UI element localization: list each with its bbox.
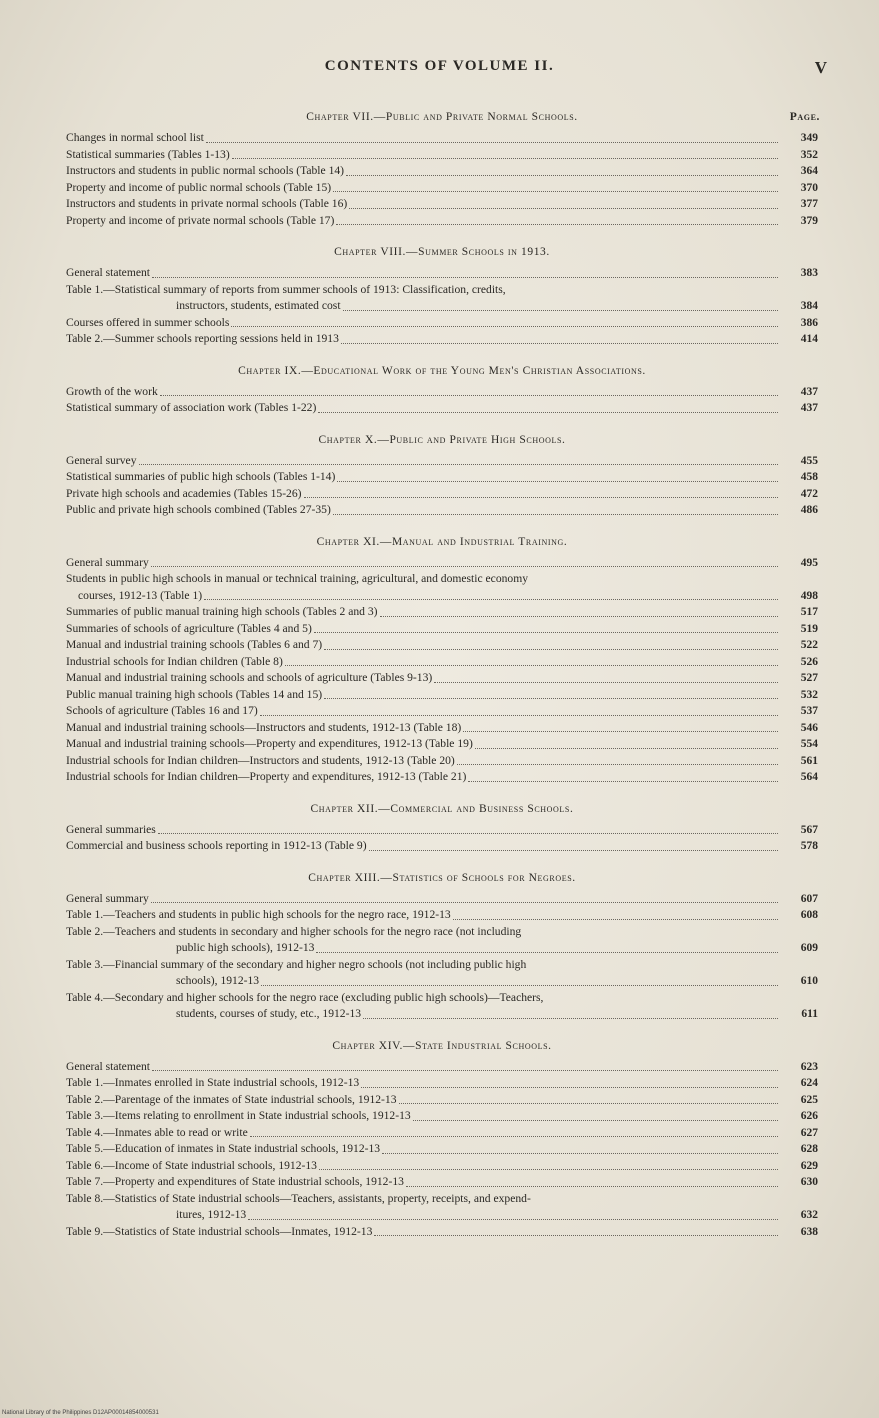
- toc-page-number: 609: [800, 942, 818, 954]
- toc-page-number: 561: [800, 754, 818, 767]
- toc-entry-title: Property and income of private normal schools (Table 17): [66, 213, 335, 227]
- toc-page-number: 626: [800, 1110, 818, 1122]
- chapter-section: [66, 362, 818, 417]
- toc-entry: [66, 469, 818, 486]
- chapter-section: [66, 800, 818, 855]
- toc-entry-title: Table 8.—Statistics of State industrial schools—Teachers, assistants, property, receipts, and expend-: [66, 1191, 531, 1205]
- dot-leader: [369, 850, 778, 851]
- toc-entry: [66, 1059, 818, 1076]
- dot-leader: [261, 985, 778, 986]
- toc-entry: [66, 486, 818, 503]
- toc-page-number: 519: [800, 622, 818, 635]
- chapter-heading-text: Chapter IX.—Educational Work of the Young Men's Christian Associations.: [238, 364, 646, 377]
- toc-entry-title: Table 1.—Teachers and students in public high schools for the negro race, 1912-13: [66, 908, 451, 921]
- dot-leader: [285, 665, 778, 666]
- toc-entry-title: Table 4.—Secondary and higher schools for the negro race (excluding public high schools)—Teachers,: [66, 990, 544, 1004]
- toc-page-number: 546: [800, 721, 818, 734]
- toc-entry-continuation: itures, 1912-13: [176, 1208, 247, 1221]
- toc-entry-title: Courses offered in summer schools: [66, 315, 230, 329]
- toc-page-number: 624: [800, 1077, 818, 1089]
- dot-leader: [463, 731, 778, 732]
- toc-page-number: 352: [800, 148, 818, 161]
- toc-entry-title: Changes in normal school list: [66, 131, 204, 144]
- toc-entry: [66, 1191, 818, 1224]
- toc-page-number: 498: [800, 589, 818, 602]
- toc-entry: [66, 687, 818, 704]
- toc-page-number: 437: [800, 402, 818, 414]
- toc-page-number: 567: [800, 823, 818, 836]
- toc-entry: [66, 147, 818, 164]
- toc-entry-title: General statement: [66, 1059, 151, 1073]
- dot-leader: [475, 748, 778, 749]
- toc-page-number: 386: [800, 316, 818, 329]
- dot-leader: [316, 952, 778, 953]
- dot-leader: [382, 1153, 778, 1154]
- toc-page-number: 627: [800, 1126, 818, 1139]
- page-title: CONTENTS OF VOLUME II.: [324, 58, 555, 74]
- toc-entry: [66, 163, 818, 180]
- toc-entry-title: General summaries: [66, 822, 156, 836]
- toc-entry-title: Table 1.—Inmates enrolled in State industrial schools, 1912-13: [66, 1076, 360, 1089]
- toc-page-number: 384: [800, 300, 818, 312]
- dot-leader: [333, 191, 778, 192]
- toc-entry-title: Table 4.—Inmates able to read or write: [66, 1125, 248, 1139]
- toc-entry-title: General summary: [66, 891, 149, 905]
- toc-entry-title: Statistical summary of association work (Tables 1-22): [66, 401, 317, 414]
- toc-entry-title: General survey: [66, 453, 137, 467]
- toc-entry: [66, 621, 818, 638]
- dot-leader: [151, 566, 778, 567]
- toc-entry: [66, 1108, 818, 1125]
- dot-leader: [152, 1070, 778, 1071]
- toc-entry: [66, 990, 818, 1023]
- toc-entry: [66, 555, 818, 572]
- toc-entry-title: Property and income of public normal schools (Table 15): [66, 180, 332, 194]
- toc-entry-title: Table 3.—Financial summary of the secondary and higher negro schools (not including public high: [66, 957, 527, 971]
- toc-entry: [66, 453, 818, 470]
- dot-leader: [324, 649, 778, 650]
- chapter-heading: [66, 243, 818, 261]
- chapter-heading-text: Chapter VII.—Public and Private Normal Schools.: [306, 111, 578, 123]
- toc-page-number: 607: [800, 892, 818, 905]
- toc-entry: [66, 571, 818, 604]
- toc-entry-title: Industrial schools for Indian children (Table 8): [66, 654, 283, 668]
- toc-entry-continuation: schools), 1912-13: [176, 974, 260, 987]
- toc-entry: [66, 282, 818, 315]
- toc-entry: [66, 654, 818, 671]
- toc-entry-continuation: courses, 1912-13 (Table 1): [78, 588, 203, 602]
- toc-page-number: 564: [800, 771, 818, 783]
- dot-leader: [343, 310, 778, 311]
- chapter-heading-text: Chapter X.—Public and Private High Schools.: [318, 433, 566, 446]
- toc-page-number: 623: [800, 1060, 818, 1073]
- toc-entry-continuation: students, courses of study, etc., 1912-13: [176, 1007, 362, 1020]
- dot-leader: [363, 1018, 778, 1019]
- toc-page-number: 629: [800, 1159, 818, 1172]
- toc-entry: [66, 265, 818, 282]
- toc-entry: [66, 822, 818, 839]
- toc-entry-title: Instructors and students in public normal schools (Table 14): [66, 164, 345, 177]
- toc-entry-title: Manual and industrial training schools (Tables 6 and 7): [66, 638, 323, 651]
- dot-leader: [413, 1120, 778, 1121]
- toc-entry-title: Table 2.—Summer schools reporting sessions held in 1913: [66, 332, 339, 345]
- chapter-heading: [66, 800, 818, 818]
- toc-entry: [66, 769, 818, 786]
- toc-page-number: 377: [800, 198, 818, 210]
- dot-leader: [319, 1169, 778, 1170]
- toc-entry-title: Manual and industrial training schools—Property and expenditures, 1912-13 (Table 19): [66, 737, 473, 750]
- toc-page-number: 630: [800, 1176, 818, 1188]
- chapter-heading-text: Chapter VIII.—Summer Schools in 1913.: [334, 246, 550, 258]
- dot-leader: [248, 1219, 778, 1220]
- toc-page-number: 638: [800, 1225, 818, 1238]
- chapter-section: [66, 431, 818, 519]
- toc-entry: [66, 720, 818, 737]
- dot-leader: [314, 632, 778, 633]
- dot-leader: [333, 514, 778, 515]
- toc-page-number: 517: [800, 606, 818, 618]
- dot-leader: [380, 616, 778, 617]
- toc-page-number: 437: [800, 385, 818, 398]
- toc-entry: [66, 1141, 818, 1158]
- chapter-section: [66, 108, 818, 229]
- dot-leader: [160, 395, 778, 396]
- chapter-section: [66, 869, 818, 1023]
- dot-leader: [139, 464, 779, 465]
- toc-entry-title: Table 2.—Teachers and students in secondary and higher schools for the negro race (not including: [66, 924, 522, 938]
- chapter-heading: [66, 869, 818, 887]
- dot-leader: [250, 1136, 778, 1137]
- dot-leader: [206, 142, 778, 143]
- toc-entry: [66, 838, 818, 855]
- toc-page-number: 414: [800, 333, 818, 345]
- toc-entry: [66, 604, 818, 621]
- toc-entry-title: Industrial schools for Indian children—Instructors and students, 1912-13 (Table 20): [66, 753, 455, 767]
- toc-entry-title: General statement: [66, 266, 151, 279]
- toc-page-number: 578: [800, 840, 818, 852]
- toc-entry-continuation: public high schools), 1912-13: [176, 941, 315, 954]
- toc-entry: [66, 670, 818, 687]
- toc-page-number: 455: [800, 454, 818, 467]
- toc-entry-title: Public and private high schools combined (Tables 27-35): [66, 503, 331, 516]
- chapter-heading: [66, 1037, 818, 1055]
- toc-entry-title: Statistical summaries of public high schools (Tables 1-14): [66, 470, 336, 483]
- toc-entry-title: Table 5.—Education of inmates in State industrial schools, 1912-13: [66, 1142, 381, 1155]
- toc-entry-title: Public manual training high schools (Tables 14 and 15): [66, 687, 323, 701]
- toc-entry: [66, 130, 818, 147]
- toc-page-number: 495: [800, 556, 818, 569]
- toc-entry: [66, 1075, 818, 1092]
- toc-page-number: 486: [800, 504, 818, 516]
- toc-page-number: 522: [800, 639, 818, 651]
- chapter-heading: [66, 533, 818, 551]
- toc-entry-title: Industrial schools for Indian children—Property and expenditures, 1912-13 (Table 21): [66, 770, 467, 783]
- chapter-section: [66, 1037, 818, 1241]
- toc-entry: [66, 753, 818, 770]
- toc-entry: [66, 1125, 818, 1142]
- toc-page-number: 625: [800, 1093, 818, 1106]
- dot-leader: [349, 208, 778, 209]
- toc-entry: [66, 637, 818, 654]
- toc-entry-title: Table 2.—Parentage of the inmates of State industrial schools, 1912-13: [66, 1092, 397, 1106]
- chapter-heading: [66, 431, 818, 449]
- toc-entry: [66, 703, 818, 720]
- toc-entry: [66, 957, 818, 990]
- toc-entry-title: Table 3.—Items relating to enrollment in State industrial schools, 1912-13: [66, 1109, 411, 1122]
- chapter-heading: [66, 108, 818, 126]
- toc-page-number: 608: [800, 909, 818, 921]
- toc-entry-title: General summary: [66, 555, 149, 569]
- dot-leader: [468, 781, 778, 782]
- dot-leader: [151, 902, 778, 903]
- toc-entry-title: Table 9.—Statistics of State industrial schools—Inmates, 1912-13: [66, 1224, 373, 1238]
- page-column-label: Page.: [789, 111, 820, 123]
- toc-page-number: 349: [800, 132, 818, 144]
- toc-page-number: 379: [800, 214, 818, 227]
- toc-page-number: 610: [800, 975, 818, 987]
- dot-leader: [337, 481, 778, 482]
- toc-entry: [66, 1174, 818, 1191]
- toc-entry: [66, 1224, 818, 1241]
- dot-leader: [204, 599, 778, 600]
- toc-entry: [66, 315, 818, 332]
- page-folio: V: [814, 58, 827, 77]
- toc-page-number: 554: [800, 738, 818, 750]
- toc-entry-title: Instructors and students in private normal schools (Table 16): [66, 197, 348, 210]
- dot-leader: [434, 682, 778, 683]
- dot-leader: [406, 1186, 778, 1187]
- toc-entry-title: Table 6.—Income of State industrial schools, 1912-13: [66, 1158, 317, 1172]
- toc-entry: [66, 502, 818, 519]
- scan-footer: National Library of the Philippines D12AP00014854000531: [2, 1410, 159, 1416]
- toc-page-number: 628: [800, 1143, 818, 1155]
- toc-entry-title: Commercial and business schools reporting in 1912-13 (Table 9): [66, 839, 367, 852]
- toc-entry-title: Summaries of schools of agriculture (Tables 4 and 5): [66, 621, 312, 635]
- toc-entry-title: Growth of the work: [66, 384, 158, 398]
- toc-entry-title: Table 1.—Statistical summary of reports from summer schools of 1913: Classification, credits,: [66, 282, 506, 296]
- dot-leader: [304, 497, 778, 498]
- toc-entry: [66, 213, 818, 230]
- toc-entry-continuation: instructors, students, estimated cost: [176, 299, 341, 312]
- dot-leader: [232, 158, 778, 159]
- toc-page-number: 532: [800, 688, 818, 701]
- toc-entry: [66, 891, 818, 908]
- toc-entry: [66, 196, 818, 213]
- toc-entry-title: Private high schools and academies (Tables 15-26): [66, 486, 302, 500]
- chapter-heading-text: Chapter XII.—Commercial and Business Schools.: [310, 802, 574, 815]
- dot-leader: [374, 1235, 778, 1236]
- toc-entry: [66, 907, 818, 924]
- toc-page-number: 611: [801, 1008, 818, 1020]
- chapter-heading-text: Chapter XI.—Manual and Industrial Training.: [316, 535, 568, 548]
- toc-page-number: 537: [800, 705, 818, 717]
- chapter-heading: [66, 362, 818, 380]
- toc-entry-title: Schools of agriculture (Tables 16 and 17): [66, 704, 258, 717]
- toc-entry: [66, 400, 818, 417]
- dot-leader: [231, 326, 778, 327]
- toc-entry-title: Table 7.—Property and expenditures of State industrial schools, 1912-13: [66, 1175, 404, 1188]
- dot-leader: [346, 175, 778, 176]
- dot-leader: [336, 224, 778, 225]
- toc-page-number: 458: [800, 471, 818, 483]
- toc-entry-title: Manual and industrial training schools—Instructors and students, 1912-13 (Table 18): [66, 720, 462, 734]
- toc-entry: [66, 736, 818, 753]
- toc-page-number: 526: [800, 655, 818, 668]
- toc-page-number: 472: [800, 487, 818, 500]
- toc-entry-title: Manual and industrial training schools and schools of agriculture (Tables 9-13): [66, 671, 433, 684]
- toc-entry-title: Summaries of public manual training high schools (Tables 2 and 3): [66, 605, 378, 618]
- dot-leader: [158, 833, 778, 834]
- toc-page-number: 527: [800, 672, 818, 684]
- dot-leader: [318, 412, 778, 413]
- chapter-heading-text: Chapter XIV.—State Industrial Schools.: [332, 1039, 552, 1052]
- toc-entry: [66, 331, 818, 348]
- toc-entry: [66, 384, 818, 401]
- toc-entry: [66, 180, 818, 197]
- dot-leader: [152, 277, 778, 278]
- chapter-section: [66, 533, 818, 786]
- toc-entry-title: Statistical summaries (Tables 1-13): [66, 147, 230, 161]
- chapter-section: [66, 243, 818, 348]
- dot-leader: [457, 764, 778, 765]
- toc-entry: [66, 924, 818, 957]
- table-of-contents: [66, 108, 818, 1254]
- toc-page-number: 632: [800, 1209, 818, 1221]
- toc-entry: [66, 1092, 818, 1109]
- toc-entry: [66, 1158, 818, 1175]
- toc-entry-title: Students in public high schools in manual or technical training, agricultural, and domestic economy: [66, 572, 529, 585]
- dot-leader: [361, 1087, 778, 1088]
- toc-page-number: 370: [800, 181, 818, 194]
- chapter-heading-text: Chapter XIII.—Statistics of Schools for Negroes.: [308, 871, 576, 884]
- dot-leader: [341, 343, 778, 344]
- toc-page-number: 364: [800, 165, 818, 177]
- dot-leader: [453, 919, 778, 920]
- dot-leader: [260, 715, 778, 716]
- toc-page-number: 383: [800, 267, 818, 279]
- dot-leader: [324, 698, 778, 699]
- dot-leader: [399, 1103, 778, 1104]
- page-header: [0, 58, 879, 82]
